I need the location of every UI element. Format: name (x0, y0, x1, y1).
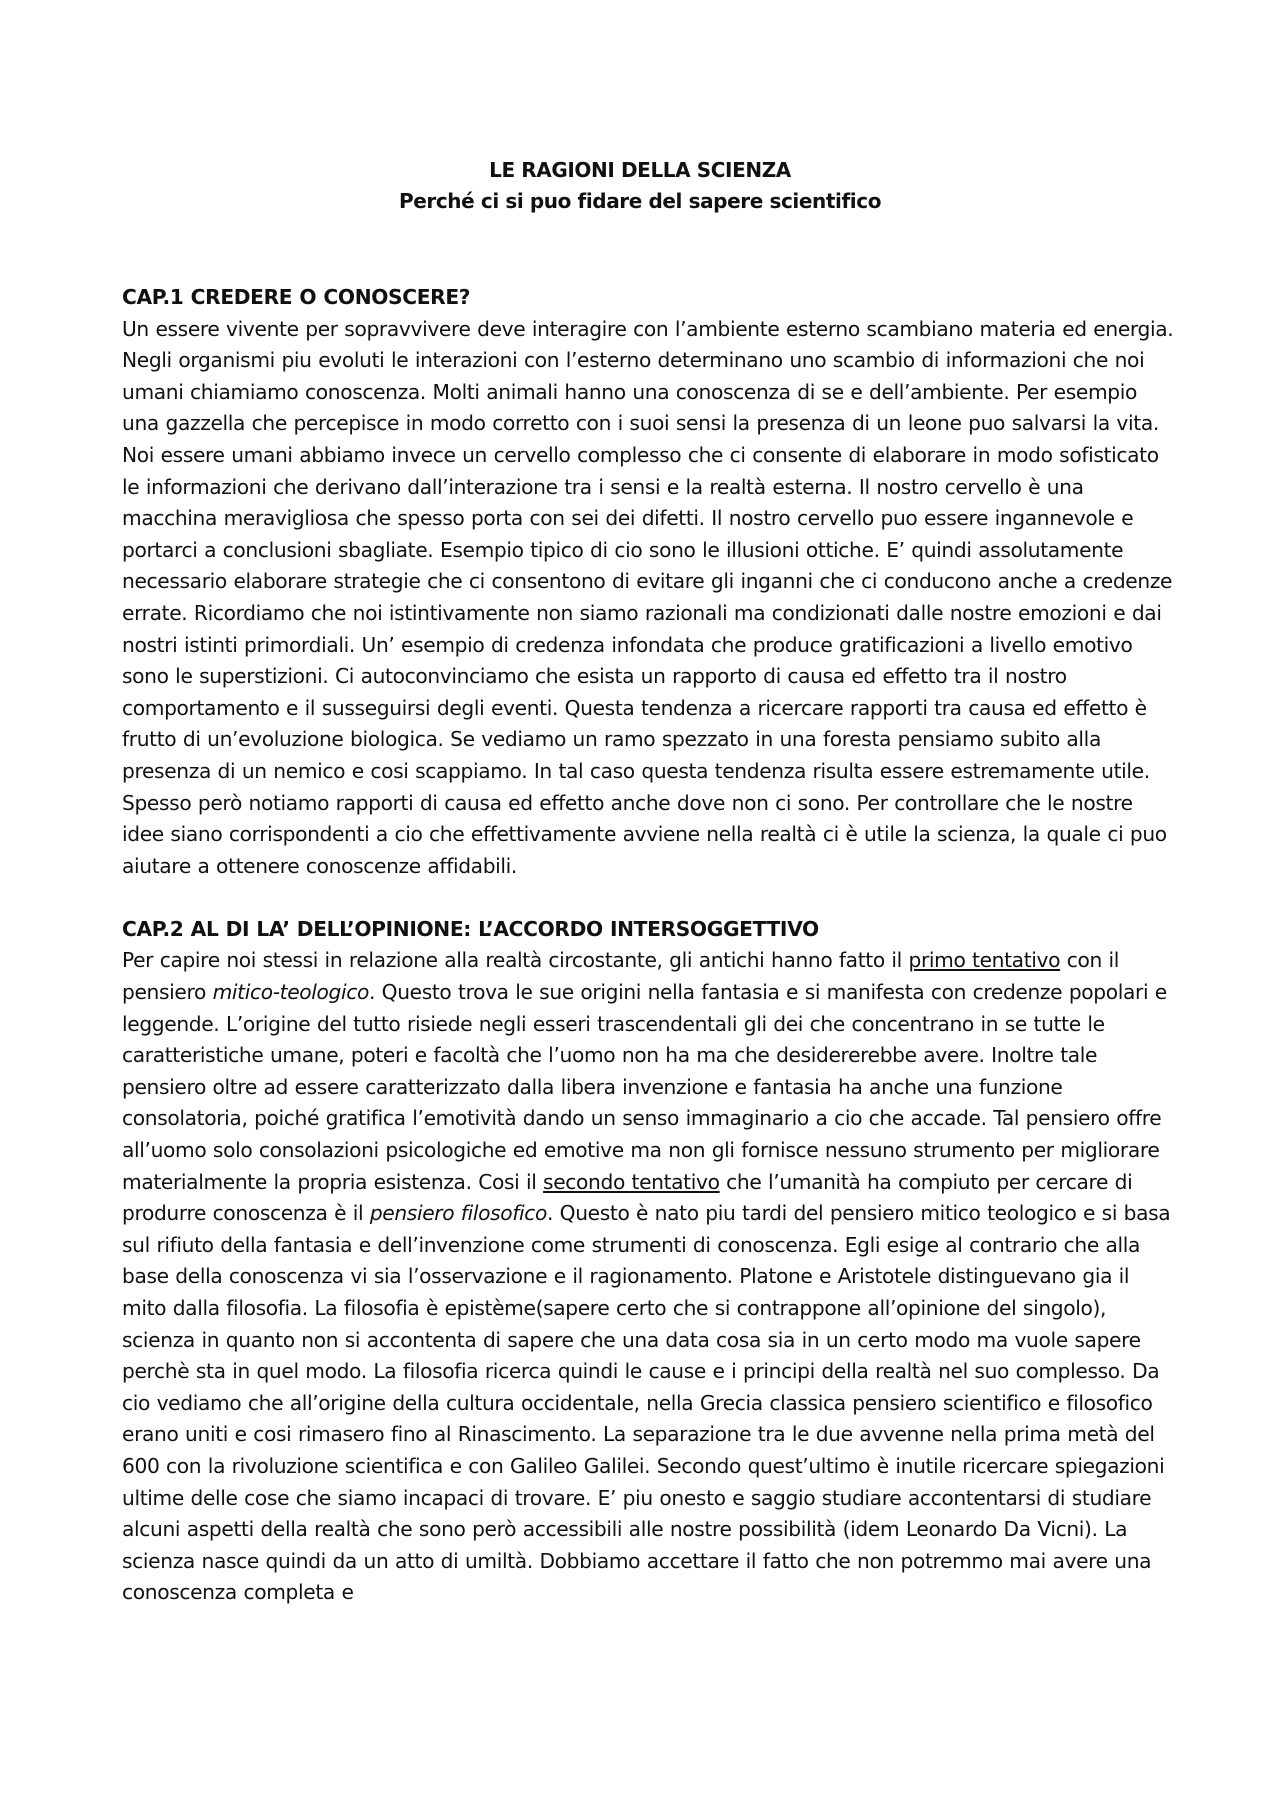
underlined-phrase-secondo-tentativo: secondo tentativo (543, 1169, 720, 1194)
chapter-1-heading: CAP.1 CREDERE O CONOSCERE? (122, 285, 471, 309)
chapter-2-paragraph (122, 945, 1174, 1608)
chapter-2-text-segment: . Questo trova le sue origini nella fantasia e si manifesta con credenze popolari e leggende. L’origine del tutto risiede negli esseri trascendentali gli dei che concentrano in se tutte le caratteristiche umane, poteri e facoltà che l’uomo non ha ma che desidererebbe avere. Inoltre tale pensiero oltre ad essere caratterizzato dalla libera invenzione e fantasia ha anche una funzione consolatoria, poiché gratifica l’emotività dando un senso immaginario a cio che accade. Tal pensiero offre all’uomo solo consolazioni psicologiche ed emotive ma non gli fornisce nessuno strumento per migliorare materialmente la propria esistenza. Cosi il (122, 980, 1167, 1194)
document-header (0, 155, 1280, 217)
chapter-2-text-segment: Per capire noi stessi in relazione alla realtà circostante, gli antichi hanno fatto il (122, 948, 909, 973)
italic-term-mitico-teologico: mitico-teologico (212, 980, 370, 1005)
document-title: LE RAGIONI DELLA SCIENZA (489, 158, 791, 182)
chapter-2-text-segment: con il pensiero (122, 948, 1119, 1005)
chapter-separator (122, 882, 1174, 914)
chapter-2-text-segment: che l’umanità ha compiuto per cercare di produrre conoscenza è il (122, 1169, 1133, 1226)
chapter-2-heading: CAP.2 AL DI LA’ DELL’OPINIONE: L’ACCORDO INTERSOGGETTIVO (122, 916, 819, 941)
chapter-1-paragraph: Un essere vivente per sopravvivere deve interagire con l’ambiente esterno scambiano materia ed energia. Negli organismi piu evoluti le interazioni con l’esterno determinano uno scambio di informazioni che noi umani chiamiamo conoscenza. Molti animali hanno una conoscenza di se e dell’ambiente. Per esempio una gazzella che percepisce in modo corretto con i suoi sensi la presenza di un leone puo salvarsi la vita. Noi essere umani abbiamo invece un cervello complesso che ci consente di elaborare in modo sofisticato le informazioni che derivano dall’interazione tra i sensi e la realtà esterna. Il nostro cervello è una macchina meravigliosa che spesso porta con sei dei difetti. Il nostro cervello puo essere ingannevole e portarci a conclusioni sbagliate. Esempio tipico di cio sono le illusioni ottiche. E’ quindi assolutamente necessario elaborare strategie che ci consentono di evitare gli inganni che ci conducono anche a credenze errate. Ricordiamo che noi istintivamente non siamo razionali ma condizionati dalle nostre emozioni e dai nostri istinti primordiali. Un’ esempio di credenza infondata che produce gratificazioni a livello emotivo sono le superstizioni. Ci autoconvinciamo che esista un rapporto di causa ed effetto tra il nostro comportamento e il susseguirsi degli eventi. Questa tendenza a ricercare rapporti tra causa ed effetto è frutto di un’evoluzione biologica. Se vediamo un ramo spezzato in una foresta pensiamo subito alla presenza di un nemico e cosi scappiamo. In tal caso questa tendenza risulta essere estremamente utile. Spesso però notiamo rapporti di causa ed effetto anche dove non ci sono. Per controllare che le nostre idee siano corrispondenti a cio che effettivamente avviene nella realtà ci è utile la scienza, la quale ci puo aiutare a ottenere conoscenze affidabili. (122, 316, 1174, 878)
chapter-2-text-segment: . Questo è nato piu tardi del pensiero mitico teologico e si basa sul rifiuto della fantasia e dell’invenzione come strumenti di conoscenza. Egli esige al contrario che alla base della conoscenza vi sia l’osservazione e il ragionamento. Platone e Aristotele distinguevano gia il mito dalla filosofia. La filosofia è epistème(sapere certo che si contrappone all’opinione del singolo), scienza in quanto non si accontenta di sapere che una data cosa sia in un certo modo ma vuole sapere perchè sta in quel modo. La filosofia ricerca quindi le cause e i principi della realtà nel suo complesso. Da cio vediamo che all’origine della cultura occidentale, nella Grecia classica pensiero scientifico e filosofico erano uniti e cosi rimasero fino al Rinascimento. La separazione tra le due avvenne nella prima metà del 600 con la rivoluzione scientifica e con Galileo Galilei. Secondo quest’ultimo è inutile ricercare spiegazioni ultime delle cose che siamo incapaci di trovare. E’ piu onesto e saggio studiare accontentarsi di studiare alcuni aspetti della realtà che sono però accessibili alle nostre possibilità (idem Leonardo Da Vicni). La scienza nasce quindi da un atto di umiltà. Dobbiamo accettare il fatto che non potremmo mai avere una conoscenza completa e (122, 1201, 1171, 1605)
document-body (122, 282, 1174, 1609)
underlined-phrase-primo-tentativo: primo tentativo (908, 948, 1061, 973)
italic-term-pensiero-filosofico: pensiero filosofico (369, 1201, 548, 1226)
document-subtitle: Perché ci si puo fidare del sapere scientifico (398, 189, 882, 213)
